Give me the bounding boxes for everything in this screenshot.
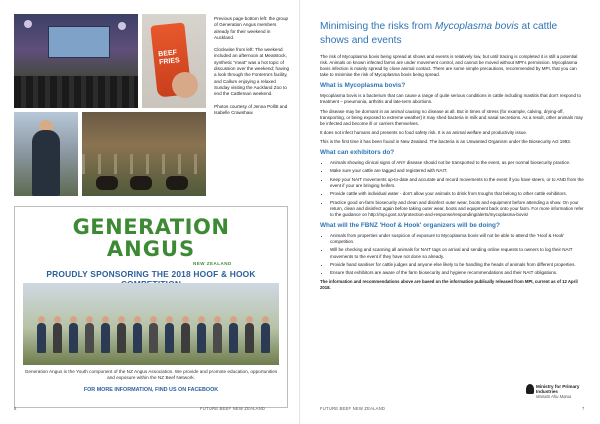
cattle: [166, 176, 188, 190]
list-item: • Provide cattle with individual water - don't allow your animals to drink from troughs that belong to other cattle exhibitors.: [330, 191, 586, 197]
person-head: [230, 316, 237, 323]
mpi-fern-icon: [526, 384, 534, 394]
crowd: [14, 76, 138, 108]
meat-packet: BEEF FRIES: [150, 22, 191, 97]
section1-paragraph: This is the first time it has been found in New Zealand. The bacteria is an Unwanted Organism under the Biosecurity Act 1993.: [320, 138, 572, 144]
left-page-number: 6: [14, 406, 17, 411]
person-head: [214, 316, 221, 323]
concert-photo: [14, 14, 138, 108]
intro-paragraph: The risk of Mycoplasma bovis being spread at shows and events is relatively low, but until tracing is completed it is still a potential risk. Animals on known infected farms are under movement control, and cannot be moved without MPI's permission. Mycoplasma bovis infection is mainly spread by close animal contact. There are some simple precautions, recommended by MPI, that you can take to minimise the risk of Mycoplasma bovis being spread.: [320, 54, 578, 78]
ad-logo-line1: GENERATION: [72, 215, 230, 239]
person-head: [166, 316, 173, 323]
section1-heading: What is Mycoplasma bovis?: [320, 82, 406, 90]
caption-3: Photos courtesy of Jenna Pollitt and Isabelle Crawshaw.: [214, 103, 288, 115]
pen-fence: [82, 154, 206, 174]
person: [245, 323, 254, 353]
saleyard-photo: [82, 112, 206, 196]
mpi-maori-name: Manatū Ahu Matua: [536, 394, 572, 399]
organizer-list: [320, 233, 586, 276]
person: [37, 323, 46, 353]
person-head: [134, 316, 141, 323]
person: [133, 323, 142, 353]
cattle: [130, 176, 152, 190]
generation-angus-ad: [14, 206, 288, 408]
ad-logo-nz: NEW ZEALAND: [193, 261, 232, 266]
person-head: [198, 316, 205, 323]
person: [261, 323, 270, 353]
list-item: • Keep your NAIT movements up-to-date and accurate and record movements to the event if you have steers, or to AND from the event if your are bringing heifers.: [330, 177, 586, 189]
left-footer-title: FUTURE BEEF NEW ZEALAND: [200, 406, 266, 411]
person: [69, 323, 78, 353]
ad-sponsor-text: PROUDLY SPONSORING THE 2018 HOOF & HOOK: [46, 269, 256, 279]
right-footer-title: FUTURE BEEF NEW ZEALAND: [320, 406, 386, 411]
group-photo: [23, 283, 279, 365]
title-prefix: Minimising the risks from: [320, 21, 435, 32]
ad-more-info: FOR MORE INFORMATION, FIND US ON FACEBOOK: [83, 387, 219, 393]
person-head: [38, 316, 45, 323]
person-head: [118, 316, 125, 323]
person-head: [102, 316, 109, 323]
caption-2: Clockwise from left: The weekend included an afternoon at Meatstock, synthetic "meat" was a hot topic of discussion over the weekend; having a look through the Fonterra's facility, and Callum enjoying a relaxed Sunday visiting the Auckland Zoo to end the Cattleman weekend.: [214, 47, 290, 97]
person: [165, 323, 174, 353]
person: [85, 323, 94, 353]
mpi-note: The information and recommendations above are based on the information publically released from MPI, current as of 12 April 2018.: [320, 279, 578, 290]
section2-heading: What can exhibitors do?: [320, 149, 395, 157]
ad-logo-line2: ANGUS: [106, 237, 196, 261]
list-item: • Make sure your cattle are tagged and registered with NAIT.: [330, 168, 586, 174]
person: [101, 323, 110, 353]
person-head: [182, 316, 189, 323]
right-page-number: 7: [582, 406, 585, 411]
person: [117, 323, 126, 353]
person-head: [246, 316, 253, 323]
person: [53, 323, 62, 353]
person: [229, 323, 238, 353]
mpi-name: Ministry for Primary Industries: [536, 384, 580, 394]
article-body: [320, 54, 586, 290]
section3-heading: What will the FBNZ 'Hoof & Hook' organizers will be doing?: [320, 221, 500, 229]
stage-screen: [48, 26, 110, 58]
list-item: • Provide hand sanitiser for cattle judges and anyone else likely to be handling the heads of animals from different properties.: [330, 262, 586, 268]
person: [197, 323, 206, 353]
list-item: • Will be checking and scanning all animals for NAIT tags on arrival and sending online requests to owners to log their NAIT movements to the event if they have not done so already.: [330, 247, 586, 259]
list-item: • Ensure that exhibitors are aware of the farm biosecurity and hygiene recommendations and their NAIT obligations.: [330, 270, 586, 276]
hand: [172, 72, 198, 98]
person-head: [70, 316, 77, 323]
photo-captions: [214, 16, 290, 122]
list-item: • Practice good on-farm biosecurity and clean and disinfect outer wear, boots and equipment before attending a show. On your return, clean and disinfect again before taking outer wear, boots and equipment back onto your farm. For more information refer to the guidance on http://mpi.govt.nz/protection-and-response/responding/alerts/mycoplasma-bovis/: [330, 200, 586, 218]
title-suffix: at cattle shows and events: [320, 21, 558, 46]
caption-1: Previous page bottom left: the group of Generation Angus members already for their weekend in Auckland.: [214, 16, 289, 40]
list-item: • Animals showing clinical signs of ANY disease should not be transported to the event, as per normal biosecurity practice.: [330, 160, 586, 166]
person: [149, 323, 158, 353]
mpi-logo: [536, 384, 592, 399]
article-title: [320, 20, 586, 48]
cattle: [96, 176, 118, 190]
man-body: [32, 130, 60, 196]
section1-paragraph: Mycoplasma bovis is a bacterium that can cause a range of quite serious conditions in cattle including mastitis that don't respond to treatment – pneumonia, arthritis and late-term abortions.: [320, 93, 581, 105]
right-page: [300, 0, 600, 424]
person-head: [86, 316, 93, 323]
exhibitor-list: [320, 160, 586, 218]
person-head: [150, 316, 157, 323]
person: [181, 323, 190, 353]
title-italic: Mycoplasma bovis: [434, 21, 519, 32]
man-portrait-photo: [14, 112, 78, 196]
meat-packet-photo: [142, 14, 206, 108]
section1-paragraph: It does not infect humans and presents no food safety risk. It is an animal welfare and productivity issue.: [320, 129, 528, 135]
list-item: • Animals from properties under suspicion of exposure to Mycoplasma bovis will not be able to attend the 'Hoof & Hook' competition.: [330, 233, 586, 245]
person: [213, 323, 222, 353]
stage-light: [24, 20, 32, 28]
person-head: [262, 316, 269, 323]
section1-paragraph: The disease may be dormant in an animal causing no disease at all. But in times of stress (for example, calving, drying-off, transporting, or being exposed to extreme weather) it may shed bacteria in milk and nasal secretions. As a result, other animals may be infected and become ill or carriers themselves.: [320, 108, 583, 126]
stage-light: [118, 22, 126, 30]
person-head: [54, 316, 61, 323]
ad-description: Generation Angus is the Youth component of the NZ Angus Association. We provide and promote education, opportunities and exposure within the NZ Beef Network.: [24, 369, 278, 381]
